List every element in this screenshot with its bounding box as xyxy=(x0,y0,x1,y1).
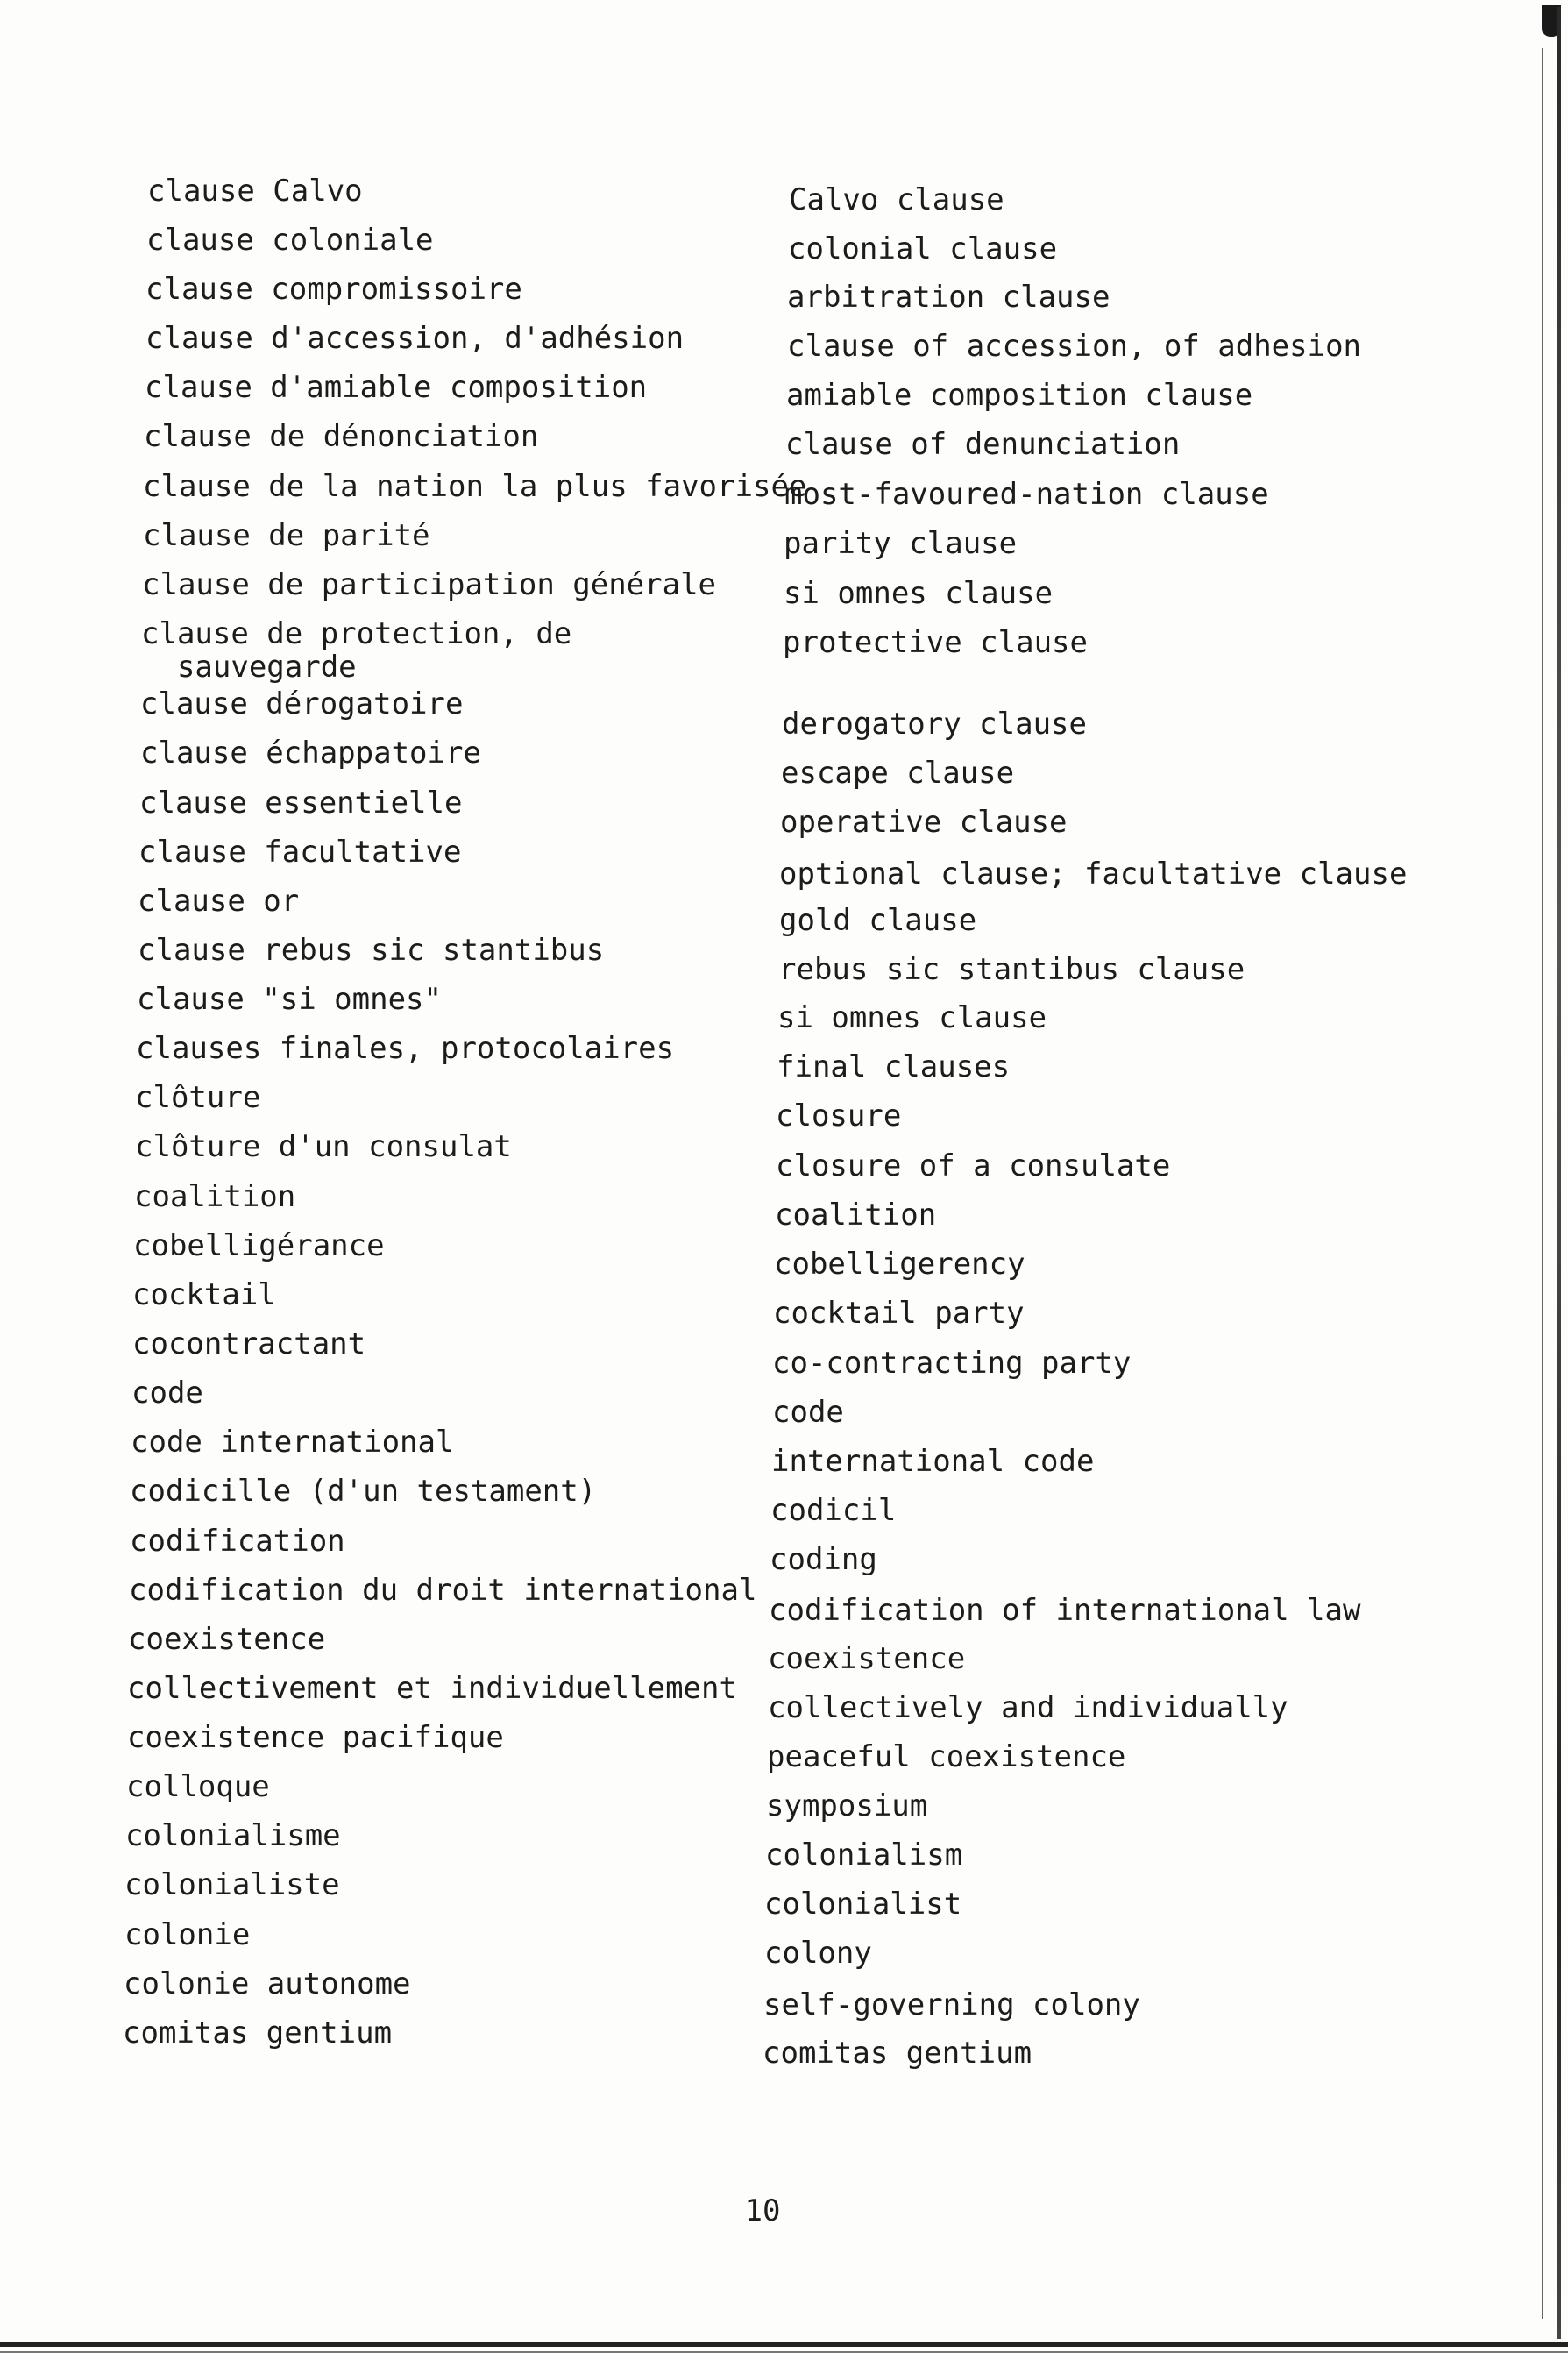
english-term: symposium xyxy=(766,1788,928,1823)
french-term: codification du droit international xyxy=(129,1573,757,1608)
french-term: clause de protection, de sauvegarde xyxy=(141,616,572,685)
page-number: 10 xyxy=(744,2193,781,2228)
french-term: clause compromissoire xyxy=(145,272,522,307)
french-term: comitas gentium xyxy=(123,2015,393,2051)
french-term: codification xyxy=(130,1524,345,1559)
french-term: clause coloniale xyxy=(146,223,434,258)
french-term: clause or xyxy=(138,884,300,919)
bottom-rule xyxy=(0,2342,1568,2347)
french-term: clauses finales, protocolaires xyxy=(136,1031,675,1066)
english-term: protective clause xyxy=(783,625,1088,660)
french-term: code xyxy=(131,1375,203,1411)
english-term: coding xyxy=(770,1542,877,1577)
french-term: clause échappatoire xyxy=(140,736,481,771)
english-term: optional clause; facultative clause xyxy=(779,857,1408,892)
english-term: colonialist xyxy=(764,1887,962,1922)
english-term: most-favoured-nation clause xyxy=(784,477,1269,512)
french-term: coalition xyxy=(134,1179,296,1214)
english-term: rebus sic stantibus clause xyxy=(778,952,1245,987)
english-term: clause of denunciation xyxy=(785,427,1181,462)
english-term: codicil xyxy=(770,1493,897,1528)
french-term: colonie xyxy=(124,1917,251,1952)
english-term: arbitration clause xyxy=(787,280,1110,315)
french-term: colonialiste xyxy=(124,1867,340,1902)
english-term: colony xyxy=(764,1936,872,1971)
french-term: cocontractant xyxy=(132,1326,366,1361)
french-term: clause d'accession, d'adhésion xyxy=(145,321,685,356)
french-term: clause rebus sic stantibus xyxy=(138,933,605,968)
english-term: closure of a consulate xyxy=(776,1148,1171,1184)
french-term: cobelligérance xyxy=(133,1228,385,1263)
english-term: si omnes clause xyxy=(777,1000,1047,1035)
english-term: si omnes clause xyxy=(784,576,1054,611)
french-term: clôture xyxy=(135,1080,261,1115)
french-term: colloque xyxy=(126,1769,270,1804)
bottom-rule-secondary xyxy=(0,2351,1568,2353)
french-term: clôture d'un consulat xyxy=(135,1129,512,1164)
english-term: comitas gentium xyxy=(763,2036,1032,2071)
english-term: escape clause xyxy=(781,756,1015,791)
english-term: gold clause xyxy=(779,903,977,938)
english-term: Calvo clause xyxy=(789,182,1004,217)
french-term: coexistence pacifique xyxy=(127,1720,504,1755)
french-term: colonialisme xyxy=(125,1818,341,1853)
french-term: clause de la nation la plus favorisée xyxy=(143,469,807,504)
french-term: clause "si omnes" xyxy=(137,982,442,1017)
english-term: closure xyxy=(776,1098,902,1134)
french-term: collectivement et individuellement xyxy=(127,1671,737,1706)
english-term: peaceful coexistence xyxy=(767,1739,1126,1774)
english-term: coalition xyxy=(775,1198,937,1233)
french-term: clause de dénonciation xyxy=(144,419,539,454)
french-term: clause essentielle xyxy=(139,785,463,821)
english-term: colonialism xyxy=(765,1838,963,1873)
french-term: clause facultative xyxy=(138,835,462,870)
french-term: clause de participation générale xyxy=(142,567,717,602)
english-term: cocktail party xyxy=(773,1296,1025,1331)
english-term: co-contracting party xyxy=(772,1346,1132,1381)
english-term: derogatory clause xyxy=(782,707,1087,742)
english-term: final clauses xyxy=(777,1049,1011,1084)
english-term: code xyxy=(772,1395,844,1430)
french-term: clause de parité xyxy=(143,518,430,553)
french-term: clause dérogatoire xyxy=(140,686,464,722)
english-term: self-governing colony xyxy=(763,1987,1140,2022)
french-term: cocktail xyxy=(132,1277,276,1312)
english-term: amiable composition clause xyxy=(786,378,1253,413)
english-term: operative clause xyxy=(780,805,1068,840)
french-term: code international xyxy=(131,1425,454,1460)
english-term: codification of international law xyxy=(769,1593,1361,1628)
english-term: parity clause xyxy=(784,526,1018,561)
english-term: coexistence xyxy=(768,1641,966,1676)
french-term: colonie autonome xyxy=(124,1966,411,2001)
english-term: clause of accession, of adhesion xyxy=(787,329,1362,364)
english-term: international code xyxy=(771,1444,1095,1479)
english-term: cobelligerency xyxy=(774,1247,1025,1282)
french-term: coexistence xyxy=(128,1622,326,1657)
french-term: clause Calvo xyxy=(147,174,363,209)
french-term: codicille (d'un testament) xyxy=(130,1474,597,1509)
english-term: colonial clause xyxy=(788,231,1058,267)
english-term: collectively and individually xyxy=(768,1690,1288,1725)
french-term: clause d'amiable composition xyxy=(145,370,648,405)
